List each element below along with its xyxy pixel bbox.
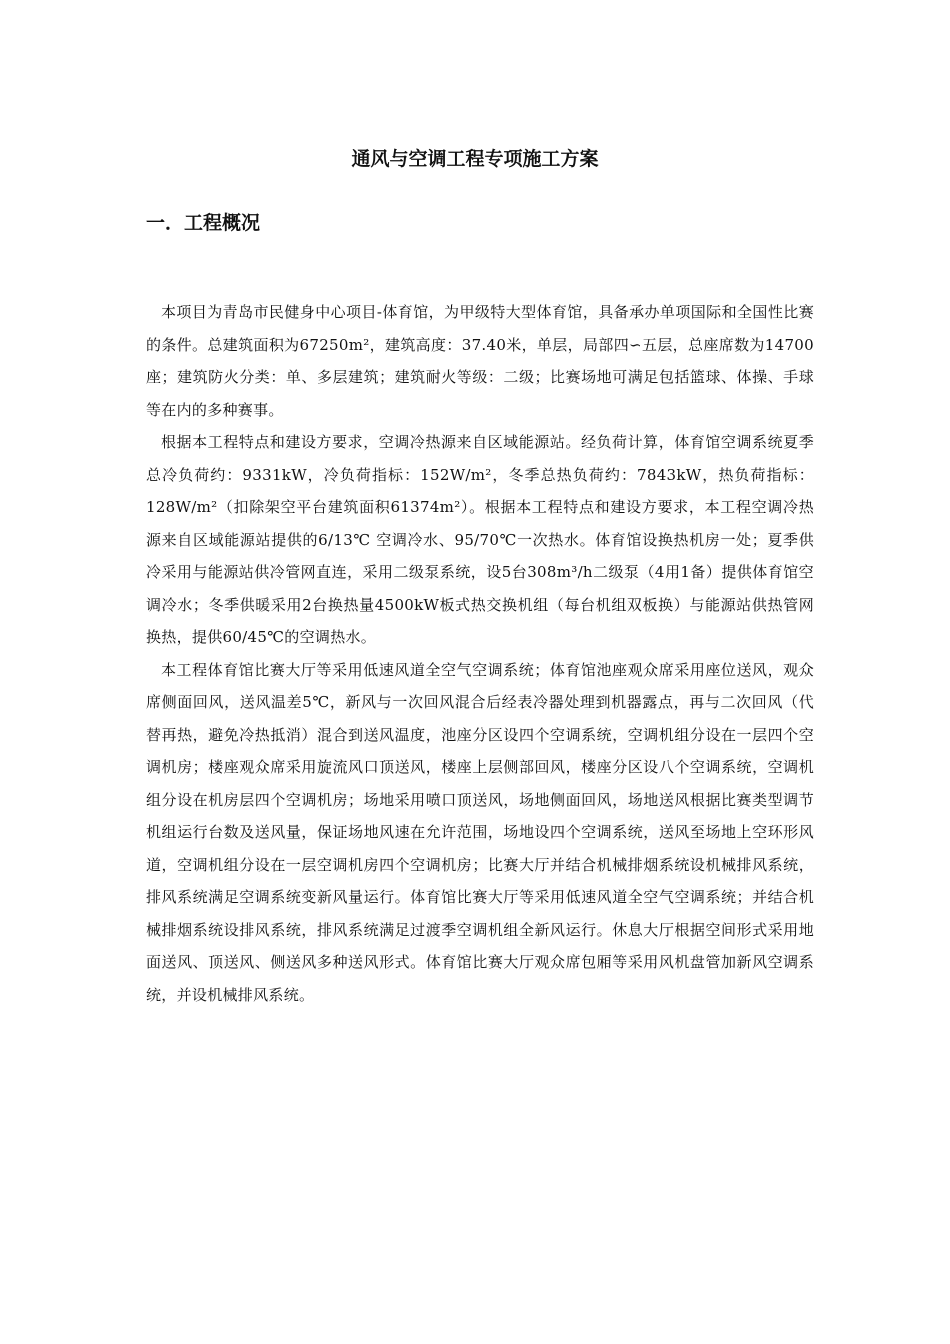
paragraph-air-conditioning-systems: 本工程体育馆比赛大厅等采用低速风道全空气空调系统；体育馆池座观众席采用座位送风，观众席侧面回风，送风温差5℃，新风与一次回风混合后经表冷器处理到机器露点，再与二次回风（代替再热，避免冷热抵消）混合到送风温度，池座分区设四个空调系统，空调机组分设在一层四个空调机房；楼座观众席采用旋流风口顶送风，楼座上层侧部回风，楼座分区设八个空调系统，空调机组分设在机房层四个空调机房；场地采用喷口顶送风，场地侧面回风，场地送风根据比赛类型调节机组运行台数及送风量，保证场地风速在允许范围，场地设四个空调系统，送风至场地上空环形风道，空调机组分设在一层空调机房四个空调机房；比赛大厅并结合机械排烟系统设机械排风系统，排风系统满足空调系统变新风量运行。体育馆比赛大厅等采用低速风道全空气空调系统；并结合机械排烟系统设排风系统，排风系统满足过渡季空调机组全新风运行。休息大厅根据空间形式采用地面送风、顶送风、侧送风多种送风形式。体育馆比赛大厅观众席包厢等采用风机盘管加新风空调系统，并设机械排风系统。 — [146, 660, 814, 1004]
section-heading: 一．工程概况 — [146, 212, 261, 234]
body-text — [146, 296, 814, 1011]
paragraph-heating-cooling-source: 根据本工程特点和建设方要求，空调冷热源来自区域能源站。经负荷计算，体育馆空调系统夏季总冷负荷约：9331kW，冷负荷指标：152W/m²，冬季总热负荷约：7843kW，热负荷指标：128W/m²（扣除架空平台建筑面积61374m²）。根据本工程特点和建设方要求，本工程空调冷热源来自区域能源站提供的6/13℃ 空调冷水、95/70℃一次热水。体育馆设换热机房一处；夏季供冷采用与能源站供冷管网直连，采用二级泵系统，设5台308m³/h二级泵（4用1备）提供体育馆空调冷水；冬季供暖采用2台换热量4500kW板式热交换机组（每台机组双板换）与能源站供热管网换热，提供60/45℃的空调热水。 — [146, 433, 814, 646]
document-title: 通风与空调工程专项施工方案 — [351, 148, 599, 170]
paragraph-project-overview: 本项目为青岛市民健身中心项目-体育馆，为甲级特大型体育馆，具备承办单项国际和全国性比赛的条件。总建筑面积为67250m²，建筑高度：37.40米，单层，局部四∽五层，总座席数为14700座；建筑防火分类：单、多层建筑；建筑耐火等级：二级；比赛场地可满足包括篮球、体操、手球等在内的多种赛事。 — [146, 303, 814, 419]
